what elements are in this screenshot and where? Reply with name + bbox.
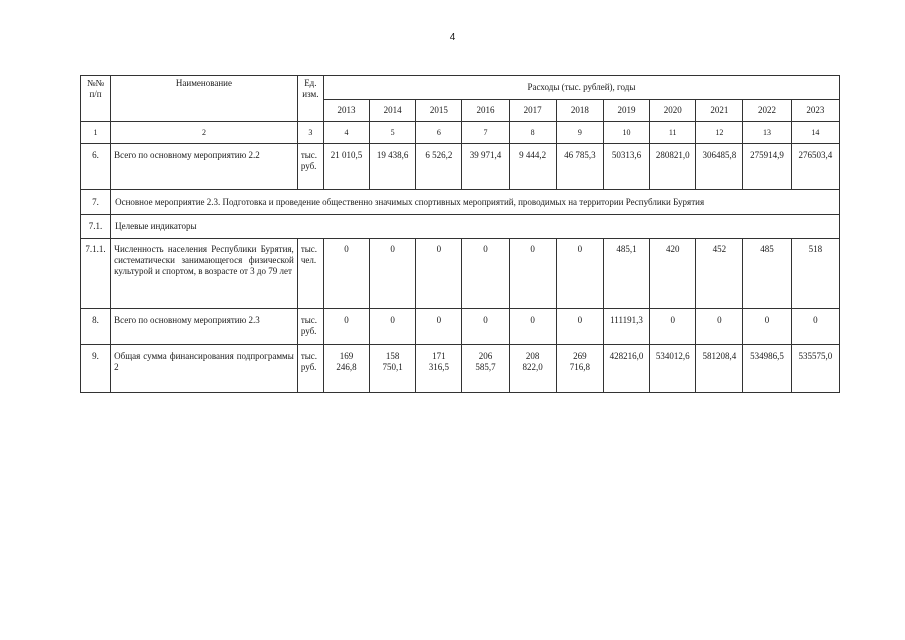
row-value: 0 bbox=[509, 239, 556, 309]
row-value: 206 585,7 bbox=[462, 345, 509, 393]
row-value: 276503,4 bbox=[791, 144, 839, 190]
row-value: 171 316,5 bbox=[416, 345, 462, 393]
row-number: 7.1. bbox=[81, 215, 111, 239]
row-value: 169 246,8 bbox=[323, 345, 369, 393]
header-year: 2014 bbox=[370, 100, 416, 122]
row-name: Численность населения Республики Бурятия, систематически занимающегося физической культурой и спортом, в возрасте от 3 до 79 лет bbox=[111, 239, 298, 309]
row-value: 0 bbox=[556, 239, 603, 309]
header-num: №№ п/п bbox=[81, 76, 111, 122]
row-value: 50313,6 bbox=[603, 144, 649, 190]
row-value: 21 010,5 bbox=[323, 144, 369, 190]
row-value: 0 bbox=[323, 309, 369, 345]
row-value: 0 bbox=[650, 309, 696, 345]
row-value: 535575,0 bbox=[791, 345, 839, 393]
row-value: 581208,4 bbox=[696, 345, 743, 393]
table-row bbox=[81, 215, 840, 239]
column-number: 12 bbox=[696, 122, 743, 144]
column-number: 5 bbox=[370, 122, 416, 144]
header-year: 2022 bbox=[743, 100, 791, 122]
row-name: Всего по основному мероприятию 2.2 bbox=[111, 144, 298, 190]
column-number: 9 bbox=[556, 122, 603, 144]
header-unit: Ед. изм. bbox=[297, 76, 323, 122]
column-number: 2 bbox=[111, 122, 298, 144]
column-number: 11 bbox=[650, 122, 696, 144]
header-year: 2019 bbox=[603, 100, 649, 122]
row-value: 6 526,2 bbox=[416, 144, 462, 190]
row-value: 19 438,6 bbox=[370, 144, 416, 190]
row-unit: тыс. руб. bbox=[297, 144, 323, 190]
table-row bbox=[81, 144, 840, 190]
header-name: Наименование bbox=[111, 76, 298, 122]
header-year: 2021 bbox=[696, 100, 743, 122]
row-value: 111191,3 bbox=[603, 309, 649, 345]
page-number: 4 bbox=[449, 32, 456, 43]
row-span-text: Целевые индикаторы bbox=[111, 215, 840, 239]
table-row bbox=[81, 309, 840, 345]
column-number: 14 bbox=[791, 122, 839, 144]
table-row bbox=[81, 190, 840, 215]
row-number: 7.1.1. bbox=[81, 239, 111, 309]
row-value: 9 444,2 bbox=[509, 144, 556, 190]
row-span-text: Основное мероприятие 2.3. Подготовка и проведение общественно значимых спортивных мероприятий, проводимых на территории Республики Бурятия bbox=[111, 190, 840, 215]
row-number: 9. bbox=[81, 345, 111, 393]
header-year: 2023 bbox=[791, 100, 839, 122]
row-value: 158 750,1 bbox=[370, 345, 416, 393]
row-value: 0 bbox=[416, 239, 462, 309]
header-year: 2020 bbox=[650, 100, 696, 122]
header-year: 2017 bbox=[509, 100, 556, 122]
column-number: 7 bbox=[462, 122, 509, 144]
row-value: 420 bbox=[650, 239, 696, 309]
column-number: 1 bbox=[81, 122, 111, 144]
row-value: 306485,8 bbox=[696, 144, 743, 190]
row-value: 0 bbox=[370, 309, 416, 345]
row-value: 452 bbox=[696, 239, 743, 309]
table-row bbox=[81, 239, 840, 309]
column-number: 8 bbox=[509, 122, 556, 144]
column-number: 6 bbox=[416, 122, 462, 144]
row-value: 0 bbox=[556, 309, 603, 345]
column-number: 4 bbox=[323, 122, 369, 144]
row-number: 8. bbox=[81, 309, 111, 345]
row-value: 485,1 bbox=[603, 239, 649, 309]
column-number: 13 bbox=[743, 122, 791, 144]
row-unit: тыс. руб. bbox=[297, 309, 323, 345]
row-value: 0 bbox=[416, 309, 462, 345]
row-value: 0 bbox=[743, 309, 791, 345]
row-unit: тыс. чел. bbox=[297, 239, 323, 309]
row-value: 0 bbox=[696, 309, 743, 345]
table-row bbox=[81, 345, 840, 393]
column-number: 3 bbox=[297, 122, 323, 144]
header-year: 2013 bbox=[323, 100, 369, 122]
header-expenses: Расходы (тыс. рублей), годы bbox=[323, 76, 839, 100]
row-unit: тыс. руб. bbox=[297, 345, 323, 393]
row-name: Общая сумма финансирования подпрограммы 2 bbox=[111, 345, 298, 393]
row-value: 39 971,4 bbox=[462, 144, 509, 190]
header-year: 2015 bbox=[416, 100, 462, 122]
row-number: 6. bbox=[81, 144, 111, 190]
row-value: 0 bbox=[370, 239, 416, 309]
column-number: 10 bbox=[603, 122, 649, 144]
row-value: 0 bbox=[462, 309, 509, 345]
row-value: 534012,6 bbox=[650, 345, 696, 393]
header-year: 2016 bbox=[462, 100, 509, 122]
row-value: 428216,0 bbox=[603, 345, 649, 393]
row-value: 269 716,8 bbox=[556, 345, 603, 393]
row-value: 275914,9 bbox=[743, 144, 791, 190]
row-value: 0 bbox=[462, 239, 509, 309]
row-value: 0 bbox=[323, 239, 369, 309]
row-value: 0 bbox=[791, 309, 839, 345]
row-number: 7. bbox=[81, 190, 111, 215]
row-value: 518 bbox=[791, 239, 839, 309]
row-value: 0 bbox=[509, 309, 556, 345]
row-value: 208 822,0 bbox=[509, 345, 556, 393]
expenses-table bbox=[80, 75, 840, 393]
row-value: 280821,0 bbox=[650, 144, 696, 190]
row-value: 534986,5 bbox=[743, 345, 791, 393]
header-year: 2018 bbox=[556, 100, 603, 122]
row-value: 485 bbox=[743, 239, 791, 309]
row-value: 46 785,3 bbox=[556, 144, 603, 190]
row-name: Всего по основному мероприятию 2.3 bbox=[111, 309, 298, 345]
